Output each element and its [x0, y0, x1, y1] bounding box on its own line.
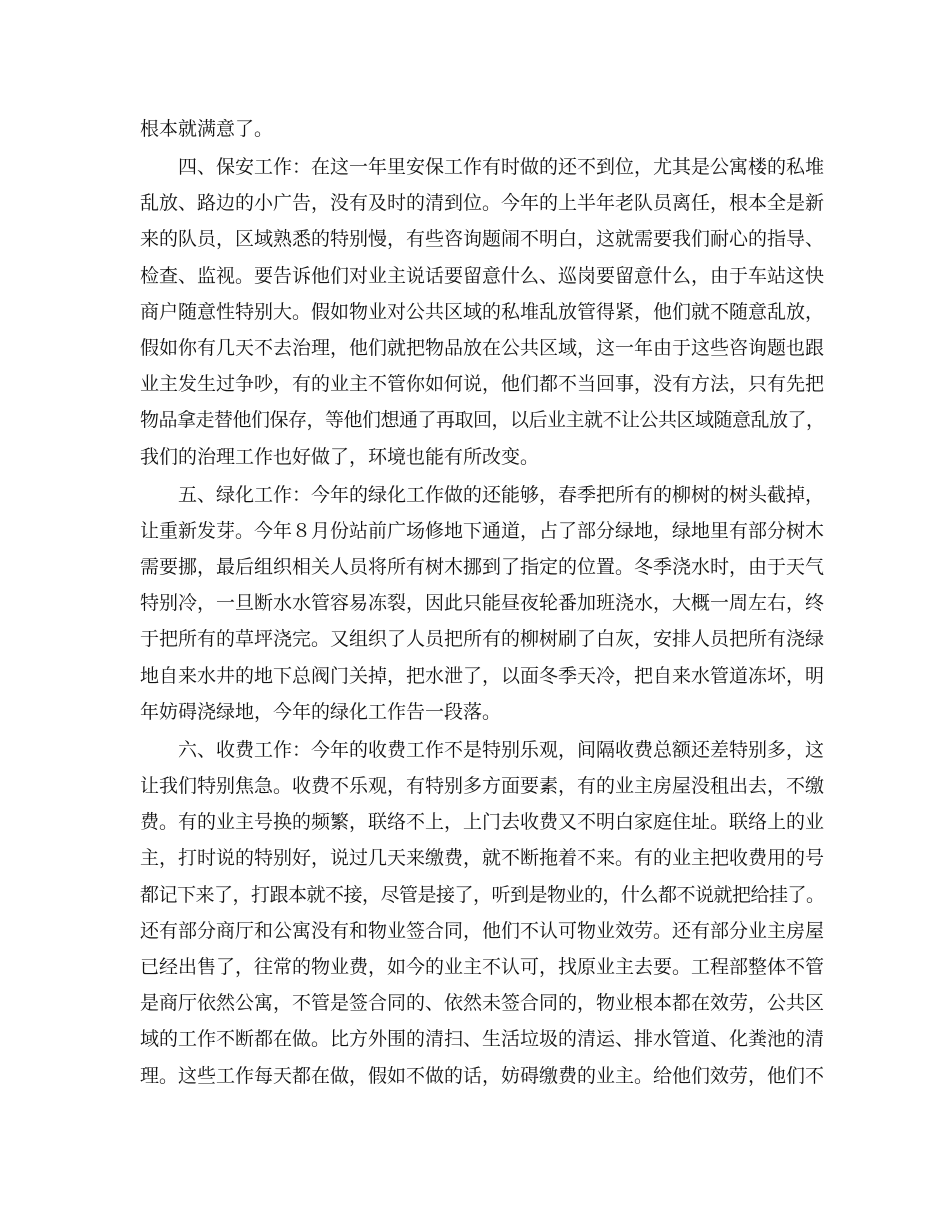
text-line: 让我们特别焦急。收费不乐观，有特别多方面要素，有的业主房屋没租出去，不缴	[140, 775, 825, 798]
text-line: 需要挪，最后组织相关人员将所有树木挪到了指定的位置。冬季浇水时，由于天气	[140, 556, 825, 579]
text-line: 四、保安工作：在这一年里安保工作有时做的还不到位，尤其是公寓楼的私堆	[140, 156, 825, 179]
text-line: 理。这些工作每天都在做，假如不做的话，妨碍缴费的业主。给他们效劳，他们不	[140, 1064, 825, 1087]
text-line: 于把所有的草坪浇完。又组织了人员把所有的柳树刷了白灰，安排人员把所有浇绿	[140, 628, 825, 651]
text-line: 商户随意性特别大。假如物业对公共区域的私堆乱放管得紧，他们就不随意乱放，	[140, 300, 825, 323]
text-line: 物品拿走替他们保存，等他们想通了再取回，以后业主就不让公共区域随意乱放了，	[140, 409, 825, 432]
text-line: 还有部分商厅和公寓没有和物业签合同，他们不认可物业效劳。还有部分业主房屋	[140, 919, 825, 942]
text-line: 费。有的业主号换的频繁，联络不上，上门去收费又不明白家庭住址。联络上的业	[140, 811, 825, 834]
text-line: 乱放、路边的小广告，没有及时的清到位。今年的上半年老队员离任，根本全是新	[140, 192, 825, 215]
text-line: 年妨碍浇绿地，今年的绿化工作告一段落。	[140, 700, 502, 723]
text-line: 来的队员，区域熟悉的特别慢，有些咨询题闹不明白，这就需要我们耐心的指导、	[140, 228, 825, 251]
text-line: 根本就满意了。	[140, 118, 274, 140]
text-line: 六、收费工作：今年的收费工作不是特别乐观，间隔收费总额还差特别多，这	[140, 738, 825, 761]
paragraph-security-work	[140, 149, 830, 475]
text-line: 我们的治理工作也好做了，环境也能有所改变。	[140, 445, 540, 468]
text-line: 业主发生过争吵，有的业主不管你如何说，他们都不当回事，没有方法，只有先把	[140, 373, 825, 396]
paragraph-fee-collection-work	[140, 732, 830, 1094]
text-line: 假如你有几天不去治理，他们就把物品放在公共区域，这一年由于这些咨询题也跟	[140, 337, 825, 360]
text-line: 已经出售了，往常的物业费，如今的业主不认可，找原业主去要。工程部整体不管	[140, 955, 825, 978]
text-line: 地自来水井的地下总阀门关掉，把水泄了，以面冬季天冷，把自来水管道冻坏，明	[140, 664, 825, 687]
text-line: 主，打时说的特别好，说过几天来缴费，就不断拖着不来。有的业主把收费用的号	[140, 847, 825, 870]
text-line: 检查、监视。要告诉他们对业主说话要留意什么、巡岗要留意什么，由于车站这快	[140, 264, 825, 287]
text-line: 是商厅依然公寓，不管是签合同的、依然未签合同的，物业根本都在效劳，公共区	[140, 992, 825, 1015]
text-line: 特别冷，一旦断水水管容易冻裂，因此只能昼夜轮番加班浇水，大概一周左右，终	[140, 592, 825, 615]
paragraph-greening-work	[140, 477, 830, 730]
text-line: 域的工作不断都在做。比方外围的清扫、生活垃圾的清运、排水管道、化粪池的清	[140, 1028, 825, 1051]
text-line: 都记下来了，打跟本就不接，尽管是接了，听到是物业的，什么都不说就把给挂了。	[140, 883, 825, 906]
document-body	[140, 111, 830, 1094]
text-line: 让重新发芽。今年８月份站前广场修地下通道，占了部分绿地，绿地里有部分树木	[140, 519, 825, 542]
paragraph-1	[140, 111, 830, 147]
text-line: 五、绿化工作：今年的绿化工作做的还能够，春季把所有的柳树的树头截掉，	[140, 483, 825, 506]
